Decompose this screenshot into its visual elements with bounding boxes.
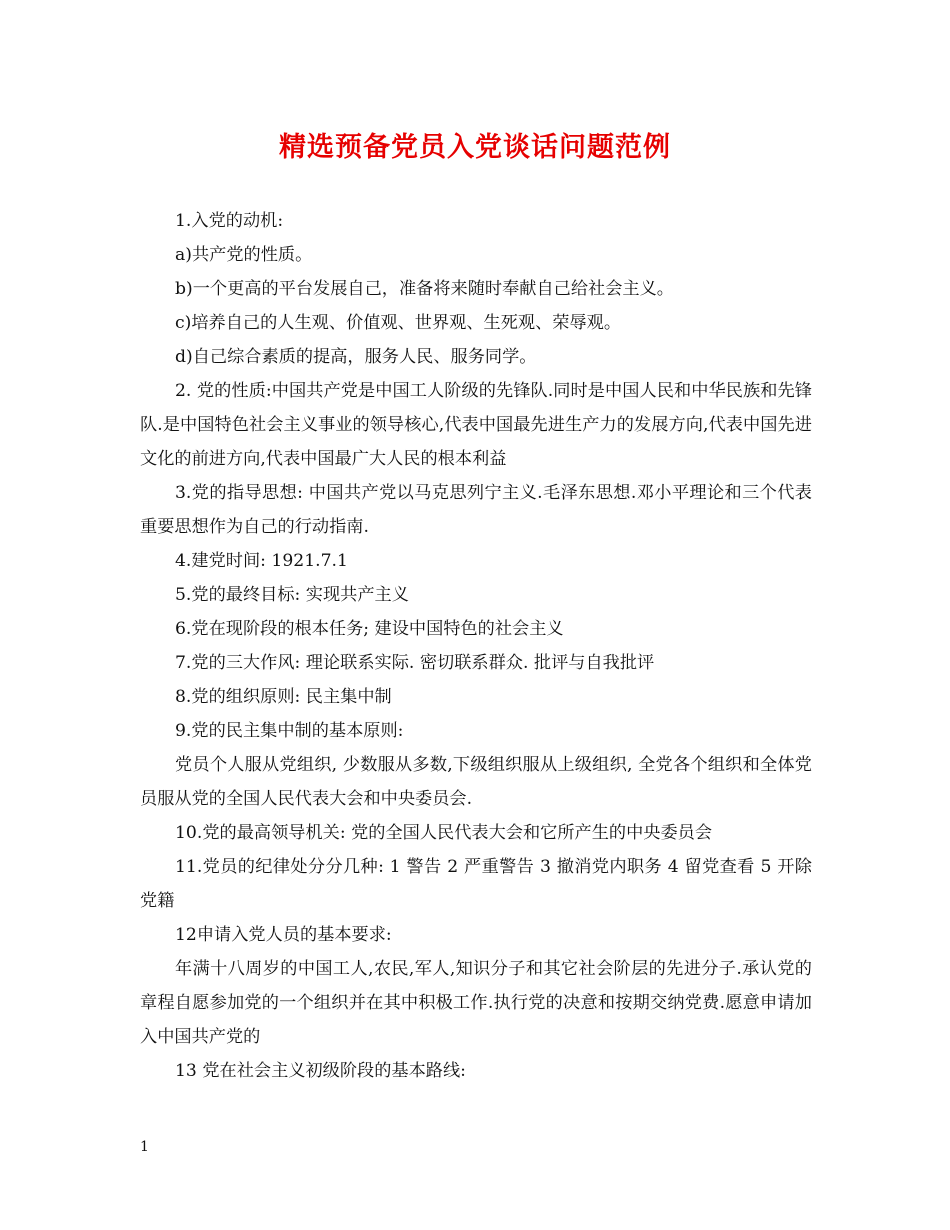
paragraph: 12申请入党人员的基本要求:: [175, 925, 392, 945]
paragraph: 1.入党的动机:: [175, 211, 284, 231]
paragraph: 年满十八周岁的中国工人,农民,军人,知识分子和其它社会阶层的先进分子.承认党的章程自愿参加党的一个组织并在其中积极工作.执行党的决意和按期交纳党费.愿意申请加入中国共产党的: [140, 959, 812, 1047]
paragraph: b)一个更高的平台发展自己，准备将来随时奉献自己给社会主义。: [175, 279, 674, 299]
paragraph: 8.党的组织原则: 民主集中制: [175, 687, 392, 707]
paragraph: 7.党的三大作风: 理论联系实际. 密切联系群众. 批评与自我批评: [175, 653, 655, 673]
paragraph: d)自己综合素质的提高，服务人民、服务同学。: [175, 347, 537, 367]
paragraph: 9.党的民主集中制的基本原则:: [175, 721, 404, 741]
paragraph: 13 党在社会主义初级阶段的基本路线:: [175, 1061, 466, 1081]
paragraph: 4.建党时间: 1921.7.1: [175, 551, 348, 571]
paragraph: 2. 党的性质:中国共产党是中国工人阶级的先锋队.同时是中国人民和中华民族和先锋队.是中国特色社会主义事业的领导核心,代表中国最先进生产力的发展方向,代表中国先进文化的前进方向,代表中国最广大人民的根本利益: [140, 381, 812, 469]
paragraph: 6.党在现阶段的根本任务; 建设中国特色的社会主义: [175, 619, 564, 639]
paragraph: c)培养自己的人生观、价值观、世界观、生死观、荣辱观。: [175, 313, 622, 333]
paragraph: 党员个人服从党组织, 少数服从多数,下级组织服从上级组织, 全党各个组织和全体党员服从党的全国人民代表大会和中央委员会.: [140, 755, 812, 809]
paragraph: a)共产党的性质。: [175, 245, 313, 265]
page-number: 1: [140, 1139, 149, 1155]
paragraph: 10.党的最高领导机关: 党的全国人民代表大会和它所产生的中央委员会: [175, 823, 713, 843]
document-title: 精选预备党员入党谈话问题范例: [279, 132, 671, 163]
paragraph: 5.党的最终目标: 实现共产主义: [175, 585, 409, 605]
paragraph: 11.党员的纪律处分分几种: 1 警告 2 严重警告 3 撤消党内职务 4 留党查看 5 开除党籍: [140, 857, 812, 911]
document-body: [140, 204, 812, 1088]
paragraph: 3.党的指导思想: 中国共产党以马克思列宁主义.毛泽东思想.邓小平理论和三个代表重要思想作为自己的行动指南.: [140, 483, 812, 537]
